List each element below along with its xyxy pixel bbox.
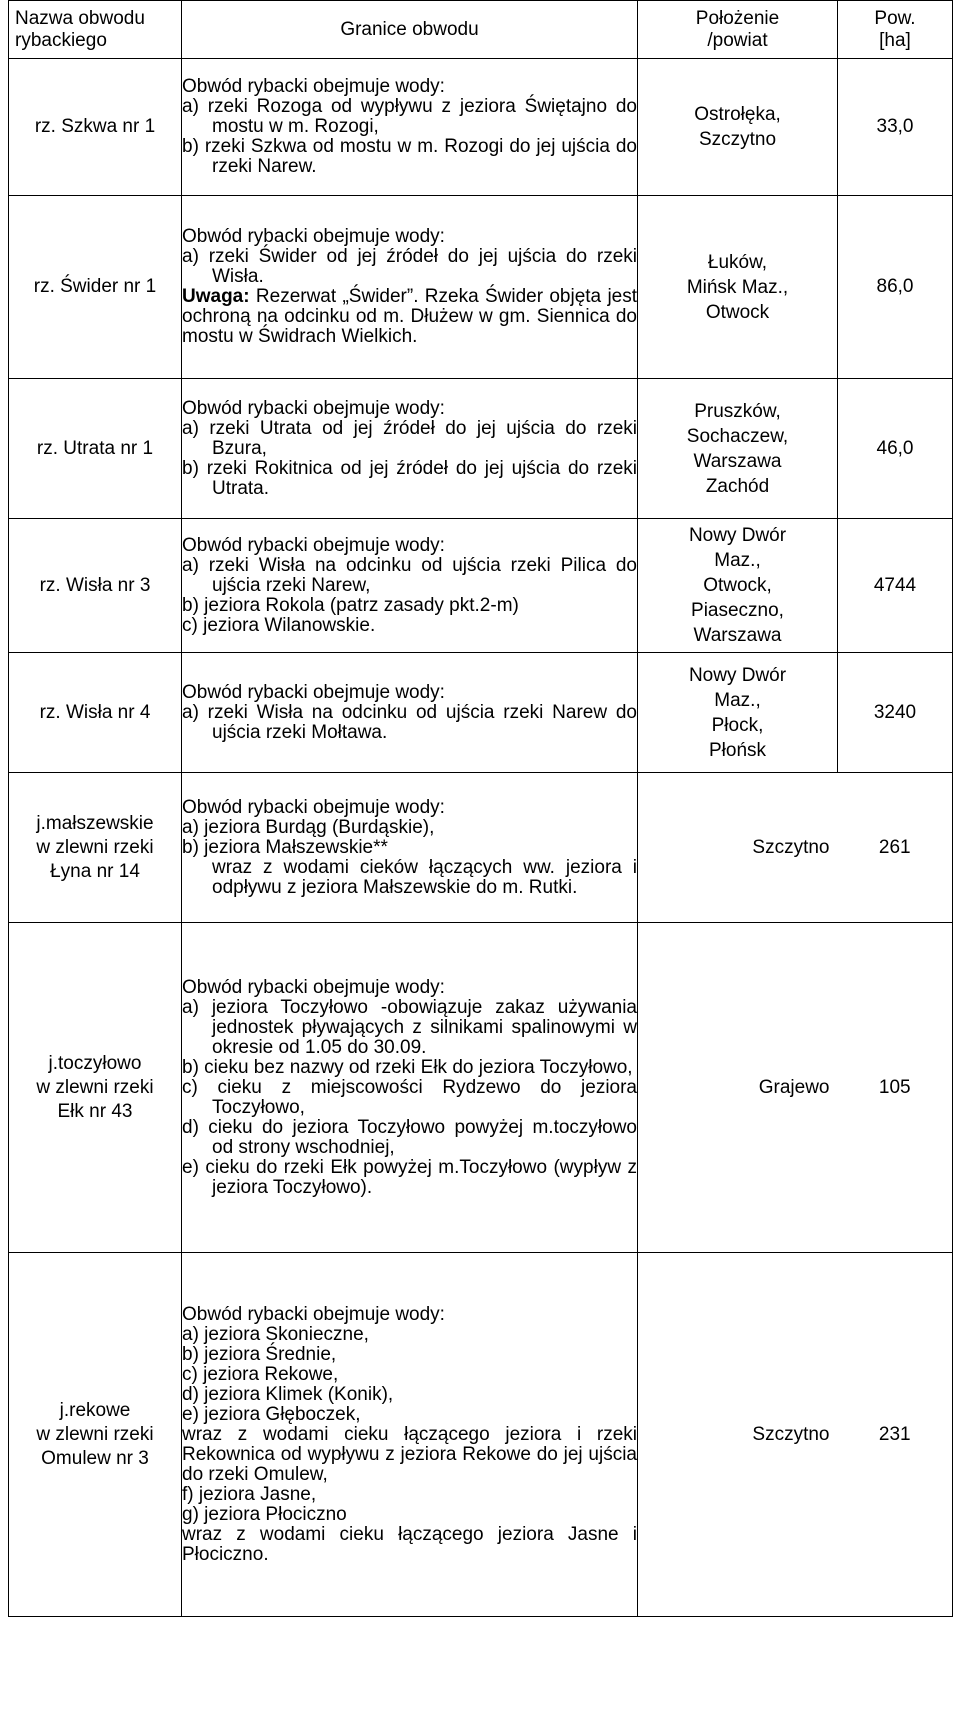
bounds-item: f) jeziora Jasne,: [182, 1483, 317, 1505]
location-line: Sochaczew,: [686, 425, 789, 447]
header-name-line: rybackiego: [15, 29, 107, 51]
fishing-districts-table: [8, 0, 953, 1617]
bounds-item: e) jeziora Głęboczek,: [182, 1403, 361, 1425]
district-name-line: rz. Wisła nr 3: [39, 574, 151, 596]
district-name-line: Łyna nr 14: [50, 860, 140, 882]
location-line: Pruszków,: [694, 400, 781, 422]
district-name-line: j.toczyłowo: [48, 1052, 142, 1074]
bounds-intro: Obwód rybacki obejmuje wody:: [182, 1303, 445, 1325]
header-area-line: Pow.: [874, 7, 916, 29]
table-row: [9, 653, 953, 773]
district-bounds: [182, 59, 638, 196]
district-bounds: [182, 1253, 638, 1617]
header-area-line: [ha]: [879, 29, 911, 51]
bounds-item: b) rzeki Rokitnica od jej źródeł do jej ujścia do rzeki Utrata.: [182, 457, 637, 499]
location-line: Płońsk: [708, 739, 767, 761]
location-line: Maz.,: [714, 689, 761, 711]
header-bounds: Granice obwodu: [182, 1, 638, 59]
bounds-item: a) rzeki Świder od jej źródeł do jej ujścia do rzeki Wisła.: [182, 246, 637, 287]
bounds-item: a) jeziora Burdąg (Burdąskie),: [182, 816, 435, 838]
district-location: [638, 773, 838, 923]
header-name: [9, 1, 182, 59]
district-location: [638, 379, 838, 519]
bounds-item: a) rzeki Wisła na odcinku od ujścia rzeki Narew do ujścia rzeki Mołtawa.: [182, 701, 637, 743]
bounds-item: b) rzeki Szkwa od mostu w m. Rozogi do jej ujścia do rzeki Narew.: [182, 136, 637, 177]
bounds-item: c) cieku z miejscowości Rydzewo do jeziora Toczyłowo,: [182, 1076, 637, 1118]
bounds-item: b) cieku bez nazwy od rzeki Ełk do jeziora Toczyłowo,: [182, 1056, 633, 1078]
district-location: [638, 653, 838, 773]
bounds-intro: Obwód rybacki obejmuje wody:: [182, 534, 445, 556]
district-bounds: [182, 519, 638, 653]
bounds-tail: wraz z wodami cieku łączącego jeziora i rzeki Rekownica od wypływu z jeziora Rekowe do jej ujścia do rzeki Omulew,: [182, 1423, 637, 1485]
bounds-item: d) jeziora Klimek (Konik),: [182, 1383, 394, 1405]
district-area: 46,0: [838, 379, 953, 519]
district-name: [9, 1253, 182, 1617]
district-name-line: w zlewni rzeki: [36, 1076, 154, 1098]
bounds-intro: Obwód rybacki obejmuje wody:: [182, 397, 445, 419]
district-bounds: [182, 773, 638, 923]
table-row: [9, 519, 953, 653]
table-row: [9, 1253, 953, 1617]
location-line: Nowy Dwór: [688, 525, 787, 546]
bounds-item: a) rzeki Rozoga od wypływu z jeziora Świętajno do mostu w m. Rozogi,: [182, 96, 637, 137]
district-location: [638, 923, 838, 1253]
district-location: [638, 59, 838, 196]
location-line: Szczytno: [752, 1424, 830, 1445]
district-area: 231: [838, 1253, 953, 1617]
district-name: [9, 59, 182, 196]
district-name: [9, 653, 182, 773]
district-name-line: w zlewni rzeki: [36, 1423, 154, 1445]
table-row: [9, 59, 953, 196]
district-bounds: [182, 196, 638, 379]
district-name-line: rz. Szkwa nr 1: [34, 116, 156, 137]
district-area: 4744: [838, 519, 953, 653]
district-name: [9, 519, 182, 653]
district-name-line: rz. Wisła nr 4: [39, 701, 151, 723]
header-location: [638, 1, 838, 59]
bounds-item: b) jeziora Rokola (patrz zasady pkt.2-m): [182, 594, 519, 616]
location-line: Piaseczno,: [691, 600, 784, 621]
location-line: Szczytno: [698, 129, 777, 150]
table-row: [9, 196, 953, 379]
district-name-line: w zlewni rzeki: [36, 836, 154, 858]
bounds-note: [182, 287, 637, 347]
bounds-item: b) jeziora Małszewskie**: [182, 836, 388, 858]
location-line: Otwock: [705, 301, 770, 323]
location-line: Ostrołęka,: [694, 104, 781, 125]
location-line: Warszawa: [693, 450, 782, 472]
note-text: Rezerwat „Świder”. Rzeka Świder objęta jest ochroną na odcinku od m. Dłużew w gm. Siennica do mostu w Świdrach Wielkich.: [182, 286, 638, 347]
bounds-intro: Obwód rybacki obejmuje wody:: [182, 796, 445, 818]
district-location: [638, 196, 838, 379]
location-line: Otwock,: [703, 575, 772, 596]
table-row: [9, 379, 953, 519]
district-name: [9, 379, 182, 519]
district-name: [9, 773, 182, 923]
bounds-item: a) rzeki Wisła na odcinku od ujścia rzeki Pilica do ujścia rzeki Narew,: [182, 554, 637, 596]
bounds-item: c) jeziora Rekowe,: [182, 1363, 339, 1385]
location-line: Mińsk Maz.,: [686, 276, 789, 298]
table-row: [9, 773, 953, 923]
district-name: [9, 196, 182, 379]
district-area: 105: [838, 923, 953, 1253]
location-line: Maz.,: [714, 550, 761, 571]
district-name-line: j.małszewskie: [36, 812, 154, 834]
note-label: Uwaga:: [182, 286, 250, 307]
district-name-line: Ełk nr 43: [57, 1100, 133, 1122]
bounds-item: b) jeziora Średnie,: [182, 1343, 337, 1365]
bounds-item: a) jeziora Toczyłowo -obowiązuje zakaz używania jednostek pływających z silnikami spalinowymi w okresie od 1.05 do 30.09.: [182, 996, 637, 1058]
district-area: 33,0: [838, 59, 953, 196]
bounds-item: e) cieku do rzeki Ełk powyżej m.Toczyłowo (wypływ z jeziora Toczyłowo).: [182, 1156, 637, 1198]
bounds-intro: Obwód rybacki obejmuje wody:: [182, 226, 445, 247]
bounds-tail: wraz z wodami cieku łączącego jeziora Jasne i Płociczno.: [182, 1523, 637, 1565]
bounds-intro: Obwód rybacki obejmuje wody:: [182, 976, 445, 998]
bounds-item: a) rzeki Utrata od jej źródeł do jej ujścia do rzeki Bzura,: [182, 417, 637, 459]
table-header-row: [9, 1, 953, 59]
bounds-item: c) jeziora Wilanowskie.: [182, 614, 376, 636]
header-name-line: Nazwa obwodu: [15, 7, 145, 29]
district-area: 3240: [838, 653, 953, 773]
location-line: Grajewo: [758, 1077, 830, 1098]
bounds-item: g) jeziora Płociczno: [182, 1503, 347, 1525]
location-line: Płock,: [711, 714, 764, 736]
bounds-item: a) jeziora Skonieczne,: [182, 1323, 369, 1345]
bounds-intro: Obwód rybacki obejmuje wody:: [182, 681, 445, 703]
district-area: 86,0: [838, 196, 953, 379]
district-name-line: rz. Utrata nr 1: [36, 437, 154, 459]
bounds-item: d) cieku do jeziora Toczyłowo powyżej m.toczyłowo od strony wschodniej,: [182, 1116, 637, 1158]
header-location-line: /powiat: [707, 29, 768, 51]
location-line: Szczytno: [752, 837, 830, 858]
header-location-line: Położenie: [695, 7, 780, 29]
district-location: [638, 519, 838, 653]
district-name-line: j.rekowe: [59, 1399, 131, 1421]
district-name-line: Omulew nr 3: [41, 1447, 149, 1469]
location-line: Zachód: [705, 475, 770, 497]
district-bounds: [182, 653, 638, 773]
location-line: Łuków,: [707, 251, 768, 273]
district-name: [9, 923, 182, 1253]
district-location: [638, 1253, 838, 1617]
bounds-tail: wraz z wodami cieków łączących ww. jeziora i odpływu z jeziora Małszewskie do m. Rutki.: [212, 856, 637, 898]
table-row: [9, 923, 953, 1253]
district-bounds: [182, 379, 638, 519]
header-area: [838, 1, 953, 59]
location-line: Nowy Dwór: [688, 664, 787, 686]
district-name-line: rz. Świder nr 1: [33, 276, 157, 297]
district-area: 261: [838, 773, 953, 923]
district-bounds: [182, 923, 638, 1253]
bounds-intro: Obwód rybacki obejmuje wody:: [182, 76, 445, 97]
location-line: Warszawa: [693, 625, 782, 646]
table-body: [9, 59, 953, 1617]
